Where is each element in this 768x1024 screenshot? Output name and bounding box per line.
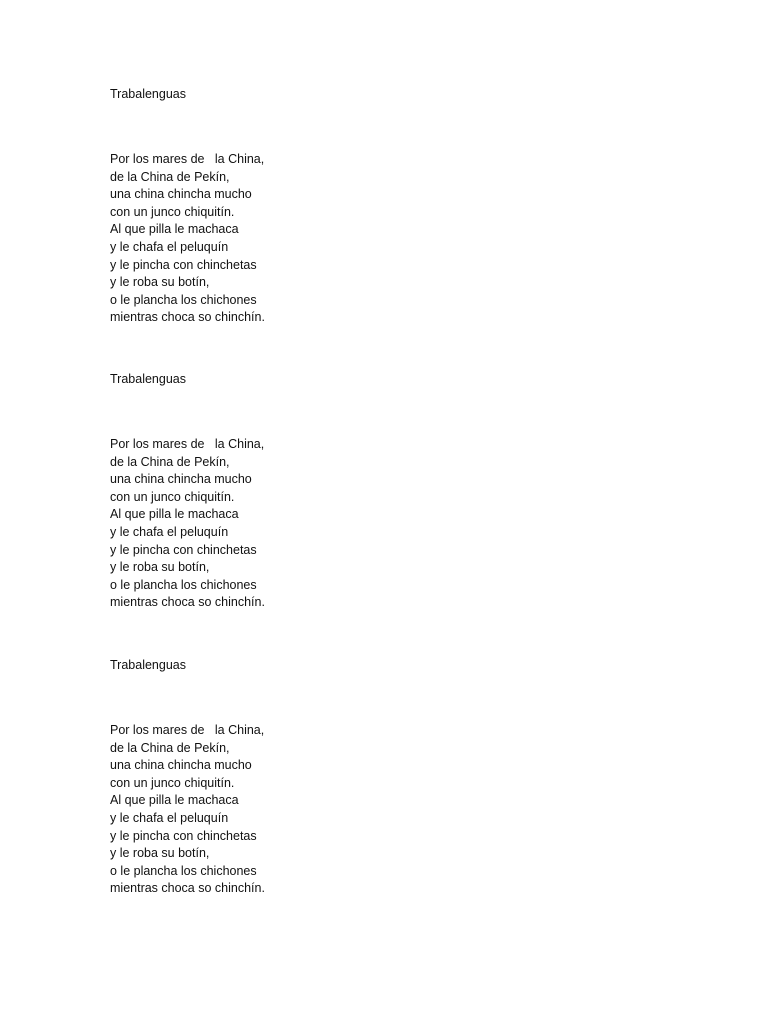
- poem-line: y le pincha con chinchetas: [110, 542, 257, 557]
- poem-line: con un junco chiquitín.: [110, 775, 235, 790]
- poem-line: con un junco chiquitín.: [110, 489, 235, 504]
- poem-line: de la China de Pekín,: [110, 454, 230, 469]
- poem-line: mientras choca so chinchín.: [110, 595, 265, 610]
- poem-line: y le pincha con chinchetas: [110, 257, 257, 272]
- poem-line: mientras choca so chinchín.: [110, 881, 265, 896]
- tongue-twister-block: [110, 86, 630, 325]
- poem-line: Al que pilla le machaca: [110, 507, 239, 522]
- poem-line: y le chafa el peluquín: [110, 524, 229, 539]
- tongue-twister-block: [110, 657, 630, 896]
- poem-line: una china chincha mucho: [110, 187, 252, 202]
- poem-line: Por los mares de la China,: [110, 152, 265, 166]
- poem-lines: [110, 436, 265, 612]
- block-title: Trabalenguas: [110, 87, 186, 101]
- tongue-twister-block: [110, 371, 630, 610]
- poem-line: de la China de Pekín,: [110, 169, 230, 184]
- poem-lines: [110, 151, 265, 327]
- poem-line: y le roba su botín,: [110, 846, 210, 861]
- poem-line: mientras choca so chinchín.: [110, 310, 265, 325]
- block-title: Trabalenguas: [110, 372, 186, 386]
- poem-line: Por los mares de la China,: [110, 437, 265, 451]
- poem-line: o le plancha los chichones: [110, 577, 257, 592]
- block-title: Trabalenguas: [110, 658, 186, 672]
- poem-line: y le roba su botín,: [110, 275, 210, 290]
- poem-line: y le pincha con chinchetas: [110, 828, 257, 843]
- poem-lines: [110, 722, 265, 898]
- poem-line: y le roba su botín,: [110, 560, 210, 575]
- poem-line: Por los mares de la China,: [110, 723, 265, 737]
- poem-line: y le chafa el peluquín: [110, 239, 229, 254]
- poem-line: o le plancha los chichones: [110, 863, 257, 878]
- poem-line: con un junco chiquitín.: [110, 204, 235, 219]
- poem-line: y le chafa el peluquín: [110, 810, 229, 825]
- poem-line: de la China de Pekín,: [110, 740, 230, 755]
- poem-line: o le plancha los chichones: [110, 292, 257, 307]
- poem-line: Al que pilla le machaca: [110, 222, 239, 237]
- poem-line: Al que pilla le machaca: [110, 793, 239, 808]
- poem-line: una china chincha mucho: [110, 758, 252, 773]
- poem-line: una china chincha mucho: [110, 472, 252, 487]
